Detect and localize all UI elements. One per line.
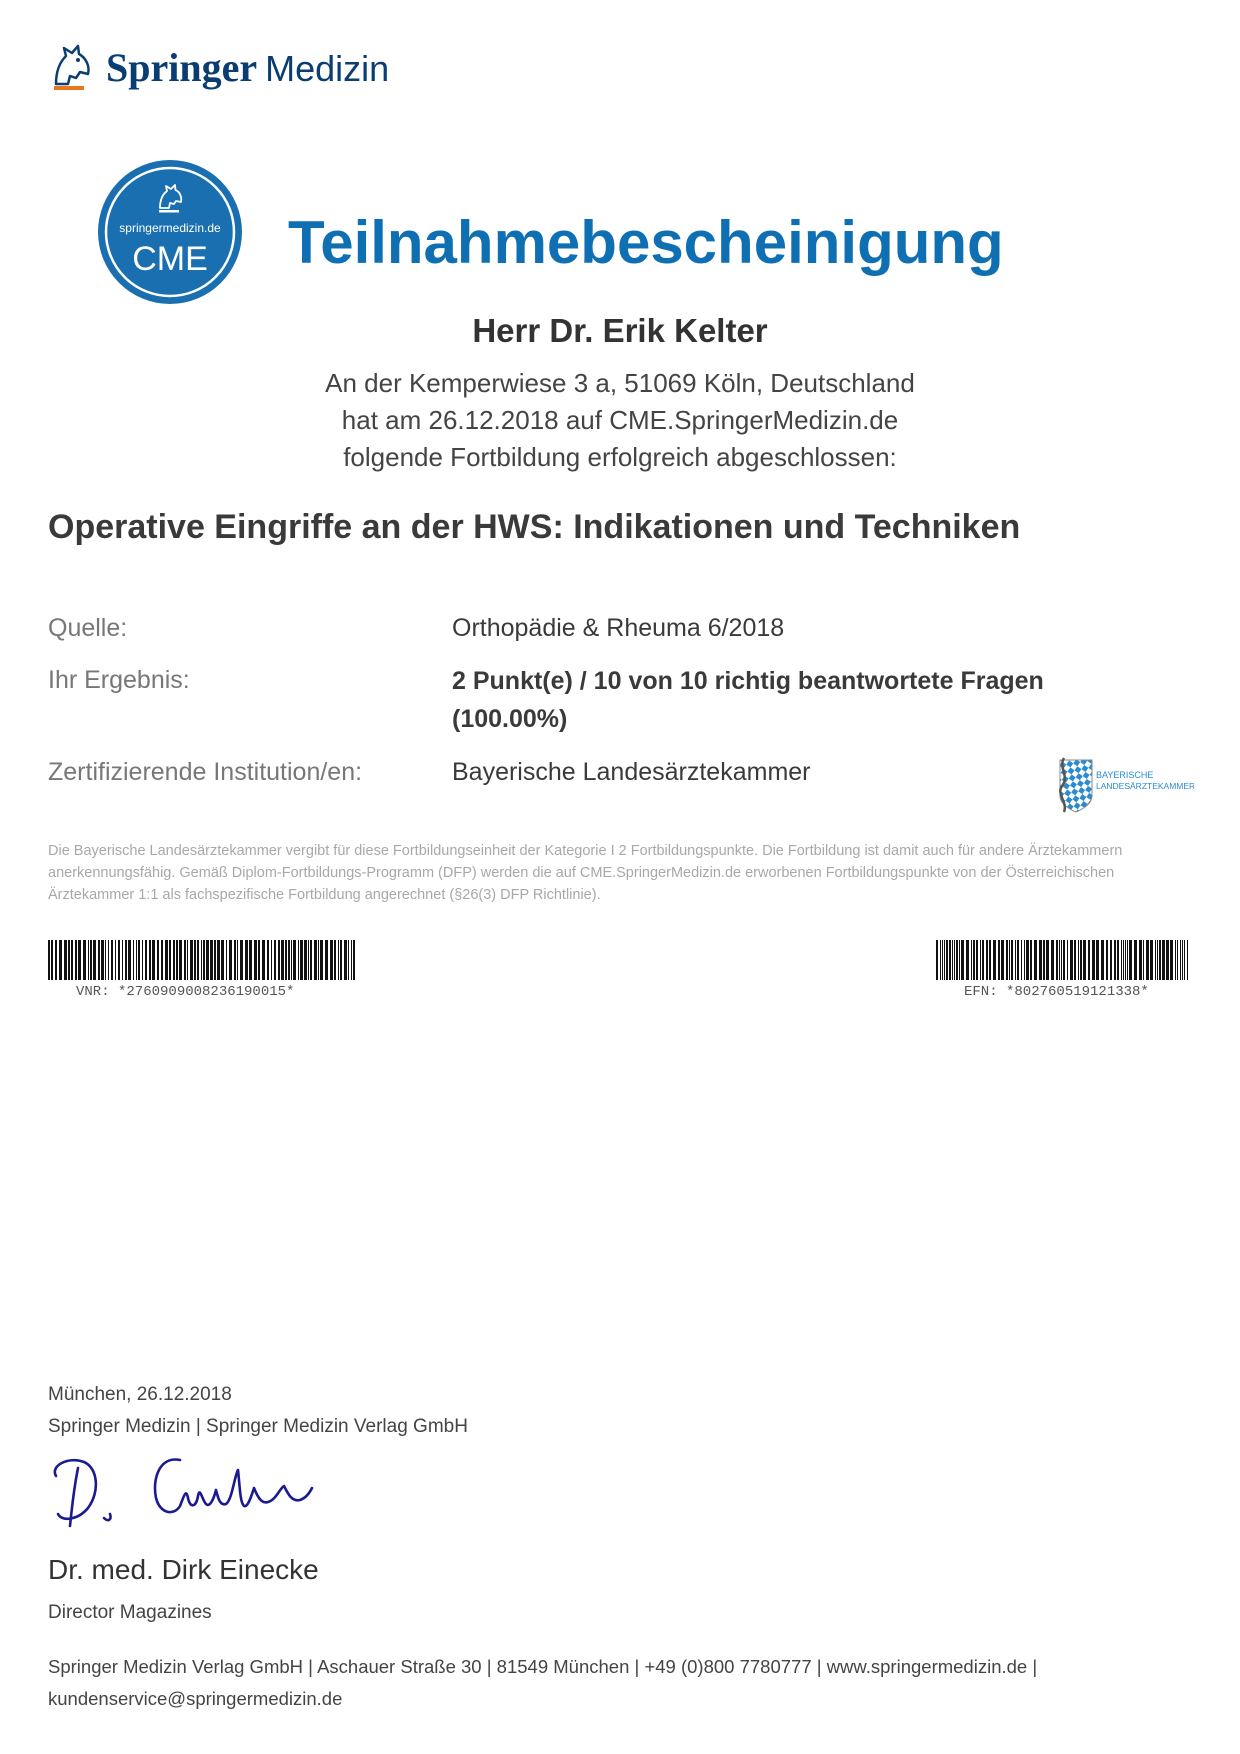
barcode-bar bbox=[101, 940, 104, 980]
recipient-name: Herr Dr. Erik Kelter bbox=[472, 312, 768, 349]
institution-label: Zertifizierende Institution/en: bbox=[48, 758, 363, 786]
barcode-bar bbox=[1123, 940, 1124, 980]
barcode-bar bbox=[184, 940, 186, 980]
barcode-bar bbox=[206, 940, 209, 980]
barcode-bar bbox=[971, 940, 972, 980]
barcode-bar bbox=[133, 940, 134, 980]
barcode-bar bbox=[1083, 940, 1086, 980]
result-value: 2 Punkt(e) / 10 von 10 richtig beantwortete Fragen (100.00%) bbox=[452, 667, 1044, 733]
barcode-bar bbox=[249, 940, 252, 980]
barcode-bar bbox=[169, 940, 171, 980]
barcode-bar bbox=[271, 940, 272, 980]
barcode-bar bbox=[194, 940, 196, 980]
barcode-bar bbox=[98, 940, 100, 980]
barcode-bar bbox=[1125, 940, 1126, 980]
logo-wordmark bbox=[106, 44, 389, 91]
barcode-bar bbox=[310, 940, 312, 980]
barcode-bar bbox=[949, 940, 951, 980]
badge-cme-text: CME bbox=[132, 240, 208, 278]
barcode-bar bbox=[138, 940, 140, 980]
barcode-bar bbox=[946, 940, 948, 980]
barcode-bar bbox=[973, 940, 975, 980]
barcode-bar bbox=[1088, 940, 1090, 980]
barcode-bar bbox=[1121, 940, 1122, 980]
logo-springer-text: Springer bbox=[106, 45, 258, 90]
barcode-bar bbox=[267, 940, 269, 980]
barcode-bar bbox=[1034, 940, 1037, 980]
barcode-bar bbox=[142, 940, 143, 980]
barcode-bar bbox=[1092, 940, 1095, 980]
barcode-bar bbox=[55, 940, 57, 980]
barcode-bar bbox=[334, 940, 336, 980]
barcode-bar bbox=[993, 940, 996, 980]
barcode-bar bbox=[353, 940, 355, 980]
place-date: München, 26.12.2018 bbox=[48, 1384, 232, 1405]
efn-text: EFN: *802760519121338* bbox=[964, 984, 1149, 1000]
barcode-bar bbox=[1129, 940, 1132, 980]
barcode-bar bbox=[118, 940, 120, 980]
barcode-bar bbox=[285, 940, 287, 980]
barcode-bar bbox=[176, 940, 178, 980]
barcode-bar bbox=[982, 940, 984, 980]
barcode-bar bbox=[128, 940, 131, 980]
barcode-bar bbox=[1146, 940, 1149, 980]
badge-site-text: springermedizin.de bbox=[119, 221, 221, 235]
barcode-bar bbox=[308, 940, 309, 980]
signature-image bbox=[48, 1448, 348, 1538]
barcode-bar bbox=[111, 940, 113, 980]
barcode-bar bbox=[1184, 940, 1185, 980]
barcode-bar bbox=[149, 940, 151, 980]
barcode-bar bbox=[1043, 940, 1045, 980]
barcode-bar bbox=[1177, 940, 1178, 980]
barcode-bar bbox=[1017, 940, 1019, 980]
barcode-bar bbox=[1030, 940, 1032, 980]
barcode-bar bbox=[1187, 940, 1188, 980]
barcode-bar bbox=[1182, 940, 1183, 980]
barcode-bar bbox=[1051, 940, 1054, 980]
barcode-bar bbox=[1056, 940, 1058, 980]
cme-badge-graphic bbox=[96, 158, 244, 306]
barcode-bar bbox=[956, 940, 958, 980]
barcode-bar bbox=[1157, 940, 1158, 980]
barcode-bar bbox=[254, 940, 257, 980]
barcode-bar bbox=[88, 940, 89, 980]
barcode-bar bbox=[1143, 940, 1144, 980]
barcode-bar bbox=[201, 940, 202, 980]
barcode-bar bbox=[1155, 940, 1156, 980]
barcode-bar bbox=[165, 940, 168, 980]
cme-badge bbox=[96, 158, 244, 306]
barcode-bar bbox=[330, 940, 333, 980]
barcode-bar bbox=[325, 940, 328, 980]
barcode-bar bbox=[203, 940, 205, 980]
barcode-bar bbox=[1180, 940, 1181, 980]
barcode-bar bbox=[262, 940, 265, 980]
barcode-bar bbox=[173, 940, 175, 980]
barcode-bar bbox=[221, 940, 224, 980]
barcode-bar bbox=[314, 940, 317, 980]
barcode-bar bbox=[1061, 940, 1062, 980]
barcode-bar bbox=[179, 940, 182, 980]
completion-date-line: hat am 26.12.2018 auf CME.SpringerMedizin.de bbox=[341, 405, 899, 435]
barcode-bar bbox=[944, 940, 945, 980]
barcode-bar bbox=[93, 940, 96, 980]
barcode-bar bbox=[1024, 940, 1025, 980]
barcode-bar bbox=[1096, 940, 1099, 980]
barcode-bar bbox=[1078, 940, 1079, 980]
barcode-bar bbox=[1134, 940, 1137, 980]
barcode-bar bbox=[51, 940, 53, 980]
barcode-bar bbox=[197, 940, 199, 980]
barcode-bar bbox=[1006, 940, 1008, 980]
barcode-bar bbox=[125, 940, 127, 980]
barcode-bar bbox=[1059, 940, 1060, 980]
barcode-bar bbox=[340, 940, 342, 980]
barcode-bar bbox=[1106, 940, 1108, 980]
barcode-bar bbox=[338, 940, 339, 980]
barcode-bar bbox=[161, 940, 163, 980]
barcode-bar bbox=[136, 940, 137, 980]
barcode-bar bbox=[281, 940, 284, 980]
barcode-bar bbox=[1114, 940, 1116, 980]
barcode-bar bbox=[48, 940, 50, 980]
contact-email: kundenservice@springermedizin.de bbox=[48, 1688, 343, 1709]
barcode-bar bbox=[1101, 940, 1104, 980]
barcode-bar bbox=[1039, 940, 1042, 980]
barcode-bar bbox=[1021, 940, 1022, 980]
institution-value: Bayerische Landesärztekammer bbox=[452, 758, 811, 786]
horse-head-icon bbox=[46, 40, 98, 92]
barcode-bar bbox=[274, 940, 276, 980]
barcode-bar bbox=[157, 940, 159, 980]
barcode-bar bbox=[942, 940, 943, 980]
barcode-bar bbox=[108, 940, 109, 980]
company-line: Springer Medizin | Springer Medizin Verlag GmbH bbox=[48, 1416, 468, 1437]
barcode-bar bbox=[940, 940, 941, 980]
barcode-bar bbox=[304, 940, 307, 980]
barcode-bar bbox=[986, 940, 988, 980]
barcode-bar bbox=[145, 940, 147, 980]
barcode-bar bbox=[1139, 940, 1142, 980]
vnr-text: VNR: *2760909008236190015* bbox=[76, 984, 295, 1000]
barcode-bar bbox=[348, 940, 349, 980]
barcode-bar bbox=[1011, 940, 1013, 980]
barcode-bar bbox=[226, 940, 227, 980]
course-title: Operative Eingriffe an der HWS: Indikationen und Techniken bbox=[48, 508, 1021, 546]
blak-logo-line1: BAYERISCHE bbox=[1096, 770, 1154, 780]
barcode-bar bbox=[234, 940, 236, 980]
barcode-bar bbox=[229, 940, 232, 980]
barcode-bar bbox=[954, 940, 955, 980]
barcode-bar bbox=[217, 940, 220, 980]
source-label: Quelle: bbox=[48, 614, 128, 642]
barcode-bar bbox=[344, 940, 347, 980]
barcode-bar bbox=[966, 940, 969, 980]
barcode-bar bbox=[1080, 940, 1082, 980]
barcode-bar bbox=[291, 940, 292, 980]
barcode-bar bbox=[1159, 940, 1161, 980]
recipient-address: An der Kemperwiese 3 a, 51069 Köln, Deutschland bbox=[325, 368, 915, 398]
result-label: Ihr Ergebnis: bbox=[48, 666, 190, 694]
signatory-name: Dr. med. Dirk Einecke bbox=[48, 1554, 319, 1585]
barcode-bar bbox=[1127, 940, 1128, 980]
fine-print: Die Bayerische Landesärztekammer vergibt für diese Fortbildungseinheit der Kategorie I 2 Fortbildungspunkte. Die Fortbildung ist damit auch für andere Ärztekammern anerkennungsfähig. Gemäß Diplom-Fortbildungs-Programm (DFP) werden die auf CME.SpringerMedizin.de erworbenen Fortbildungspunkte von der Österreichischen Ärztekammer 1:1 als fachspezifische Fortbildung angerechnet (§26(3) DFP Richtlinie). bbox=[48, 843, 1123, 903]
barcode-bar bbox=[75, 940, 77, 980]
barcode-bar bbox=[152, 940, 155, 980]
barcode-bar bbox=[1166, 940, 1169, 980]
barcode-bar bbox=[59, 940, 62, 980]
completion-statement: folgende Fortbildung erfolgreich abgeschlossen: bbox=[343, 442, 897, 472]
vnr-barcode bbox=[48, 940, 356, 980]
source-value: Orthopädie & Rheuma 6/2018 bbox=[452, 614, 785, 642]
barcode-bar bbox=[71, 940, 73, 980]
barcode-bar bbox=[961, 940, 964, 980]
barcode-bar bbox=[1001, 940, 1004, 980]
barcode-bar bbox=[1067, 940, 1068, 980]
barcode-bar bbox=[1162, 940, 1165, 980]
barcode-bar bbox=[1175, 940, 1176, 980]
barcode-bar bbox=[998, 940, 1000, 980]
barcode-bar bbox=[122, 940, 123, 980]
barcode-bar bbox=[105, 940, 106, 980]
barcode-bar bbox=[1009, 940, 1010, 980]
barcode-bar bbox=[1150, 940, 1153, 980]
barcode-bar bbox=[237, 940, 238, 980]
blak-logo-line2: LANDESÄRZTEKAMMER bbox=[1096, 781, 1194, 791]
barcode-bar bbox=[288, 940, 290, 980]
barcode-bar bbox=[78, 940, 81, 980]
barcode-bar bbox=[1046, 940, 1049, 980]
barcode-bar bbox=[68, 940, 70, 980]
barcode-bar bbox=[1117, 940, 1119, 980]
page-title: Teilnahmebescheinigung bbox=[288, 209, 1004, 276]
barcode-bar bbox=[300, 940, 303, 980]
barcode-bar bbox=[1110, 940, 1112, 980]
barcode-bar bbox=[190, 940, 193, 980]
barcode-bar bbox=[1074, 940, 1076, 980]
barcode-bar bbox=[952, 940, 953, 980]
barcode-bar bbox=[1070, 940, 1073, 980]
barcode-bar bbox=[320, 940, 323, 980]
springer-medizin-logo bbox=[46, 40, 406, 100]
barcode-bar bbox=[1026, 940, 1029, 980]
barcode-bar bbox=[214, 940, 216, 980]
signatory-title: Director Magazines bbox=[48, 1602, 212, 1623]
contact-line-1: Springer Medizin Verlag GmbH | Aschauer Straße 30 | 81549 München | +49 (0)800 7780777 | www.springermedizin.de | bbox=[48, 1656, 1038, 1677]
blak-logo bbox=[1054, 756, 1194, 814]
barcode-bar bbox=[318, 940, 319, 980]
barcode-bar bbox=[959, 940, 960, 980]
barcode-bar bbox=[83, 940, 86, 980]
barcode-bar bbox=[64, 940, 67, 980]
barcode-bar bbox=[351, 940, 352, 980]
barcode-bar bbox=[258, 940, 260, 980]
bavarian-lozenge-icon bbox=[1054, 756, 1194, 814]
barcode-bar bbox=[936, 940, 938, 980]
barcode-bar bbox=[210, 940, 213, 980]
barcode-bar bbox=[1015, 940, 1016, 980]
barcode-bar bbox=[90, 940, 92, 980]
barcode-bar bbox=[1063, 940, 1065, 980]
barcode-bar bbox=[240, 940, 243, 980]
barcode-bar bbox=[976, 940, 978, 980]
logo-medizin-text: Medizin bbox=[265, 48, 390, 89]
barcode-bar bbox=[980, 940, 981, 980]
barcode-bar bbox=[293, 940, 296, 980]
barcode-bar bbox=[278, 940, 280, 980]
barcode-bar bbox=[187, 940, 188, 980]
barcode-bar bbox=[115, 940, 116, 980]
barcode-bar bbox=[298, 940, 299, 980]
barcode-bar bbox=[1170, 940, 1173, 980]
efn-barcode bbox=[936, 940, 1192, 980]
barcode-bar bbox=[989, 940, 991, 980]
barcode-bar bbox=[245, 940, 248, 980]
